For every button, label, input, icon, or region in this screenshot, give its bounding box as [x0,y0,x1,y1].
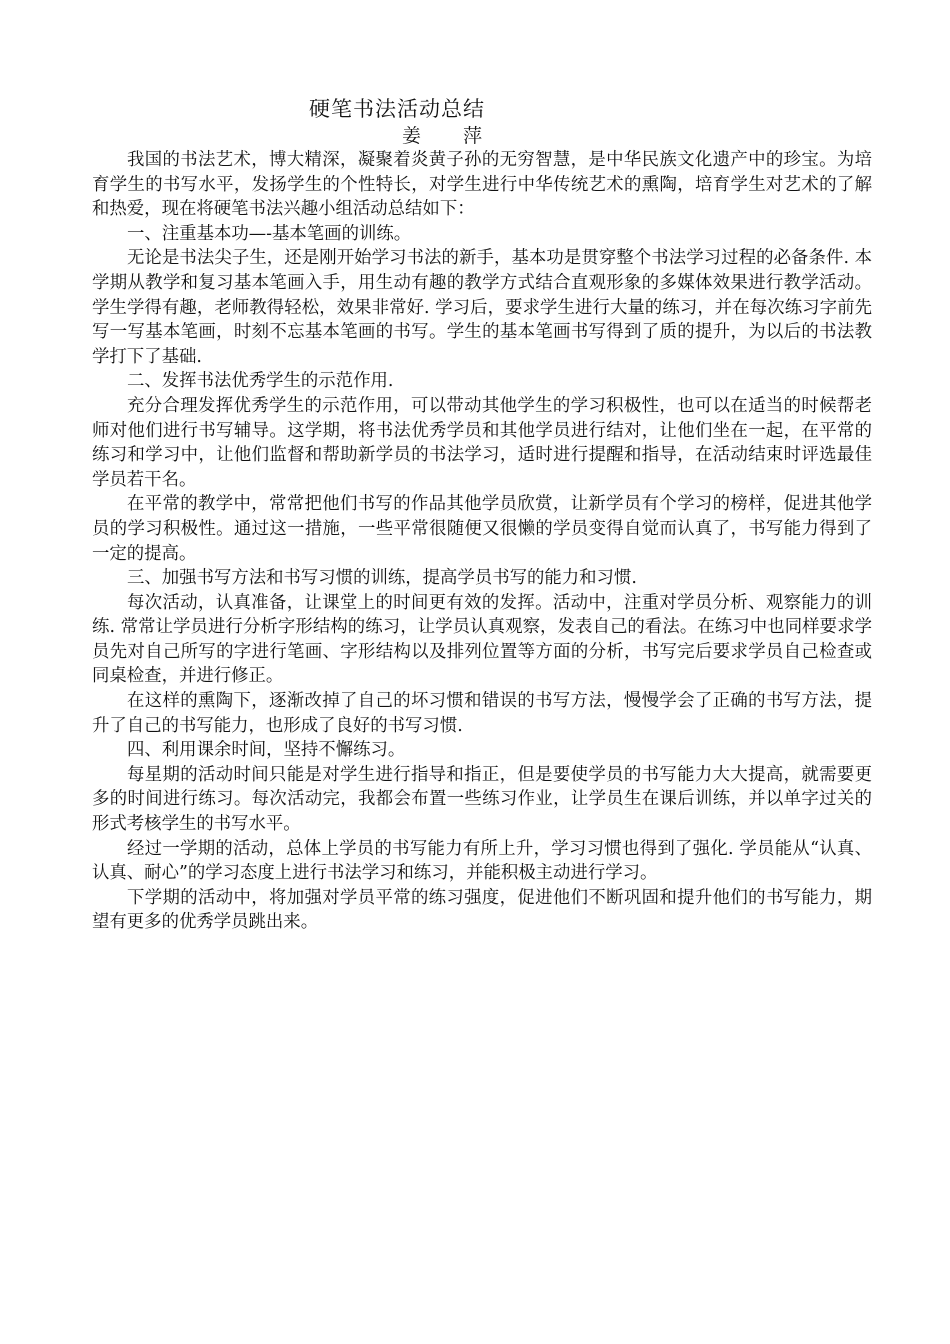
document-title: 硬笔书法活动总结 [309,97,485,121]
body-paragraph: 在平常的教学中，常常把他们书写的作品其他学员欣赏，让新学员有个学习的榜样，促进其他学员的学习积极性。通过这一措施，一些平常很随便又很懒的学员变得自觉而认真了，书写能力得到了一定的提高。 [92,494,872,564]
closing-paragraph: 下学期的活动中，将加强对学员平常的练习强度，促进他们不断巩固和提升他们的书写能力，期望有更多的优秀学员跳出来。 [92,887,872,933]
body-paragraph: 每次活动，认真准备，让课堂上的时间更有效的发挥。活动中，注重对学员分析、观察能力的训练. 常常让学员进行分析字形结构的练习，让学员认真观察，发表自己的看法。在练习中也同样要求学员先对自己所写的字进行笔画、字形结构以及排列位置等方面的分析，书写完后要求学员自己检查或同桌检查，并进行修正。 [92,592,872,687]
body-paragraph: 每星期的活动时间只能是对学生进行指导和指正，但是要使学员的书写能力大大提高，就需要更多的时间进行练习。每次活动完，我都会布置一些练习作业，让学员生在课后训练，并以单字过关的形式考核学生的书写水平。 [92,764,872,835]
body-paragraph: 无论是书法尖子生，还是刚开始学习书法的新手，基本功是贯穿整个书法学习过程的必备条件. 本学期从教学和复习基本笔画入手，用生动有趣的教学方式结合直观形象的多媒体效果进行教学活动。学生学得有趣，老师教得轻松，效果非常好. 学习后，要求学生进行大量的练习，并在每次练习字前先写一写基本笔画，时刻不忘基本笔画的书写。学生的基本笔画书写得到了质的提升，为以后的书法教学打下了基础. [92,248,872,367]
author-name: 姜 萍 [402,125,501,147]
body-paragraph: 充分合理发挥优秀学生的示范作用，可以带动其他学生的学习积极性，也可以在适当的时候帮老师对他们进行书写辅导。这学期，将书法优秀学员和其他学员进行结对，让他们坐在一起，在平常的练习和学习中，让他们监督和帮助新学员的书法学习，适时进行提醒和指导，在活动结束时评选最佳学员若干名。 [92,395,872,490]
intro-paragraph: 我国的书法艺术，博大精深，凝聚着炎黄子孙的无穷智慧，是中华民族文化遗产中的珍宝。为培育学生的书写水平，发扬学生的个性特长，对学生进行中华传统艺术的熏陶，培育学生对艺术的了解和热爱，现在将硬笔书法兴趣小组活动总结如下： [92,150,872,220]
section-heading-2: 二、发挥书法优秀学生的示范作用. [127,371,394,392]
document-page [92,94,872,935]
section-heading-1: 一、注重基本功—-基本笔画的训练。 [127,223,412,244]
section-heading-4: 四、利用课余时间，坚持不懈练习。 [127,740,406,761]
body-paragraph: 在这样的熏陶下，逐渐改掉了自己的坏习惯和错误的书写方法，慢慢学会了正确的书写方法，提升了自己的书写能力，也形成了良好的书写习惯. [92,691,872,736]
section-heading-3: 三、加强书写方法和书写习惯的训练，提高学员书写的能力和习惯. [127,568,637,589]
body-paragraph: 经过一学期的活动，总体上学员的书写能力有所上升，学习习惯也得到了强化. 学员能从“认真、认真、耐心”的学习态度上进行书法学习和练习，并能积极主动进行学习。 [92,838,872,884]
